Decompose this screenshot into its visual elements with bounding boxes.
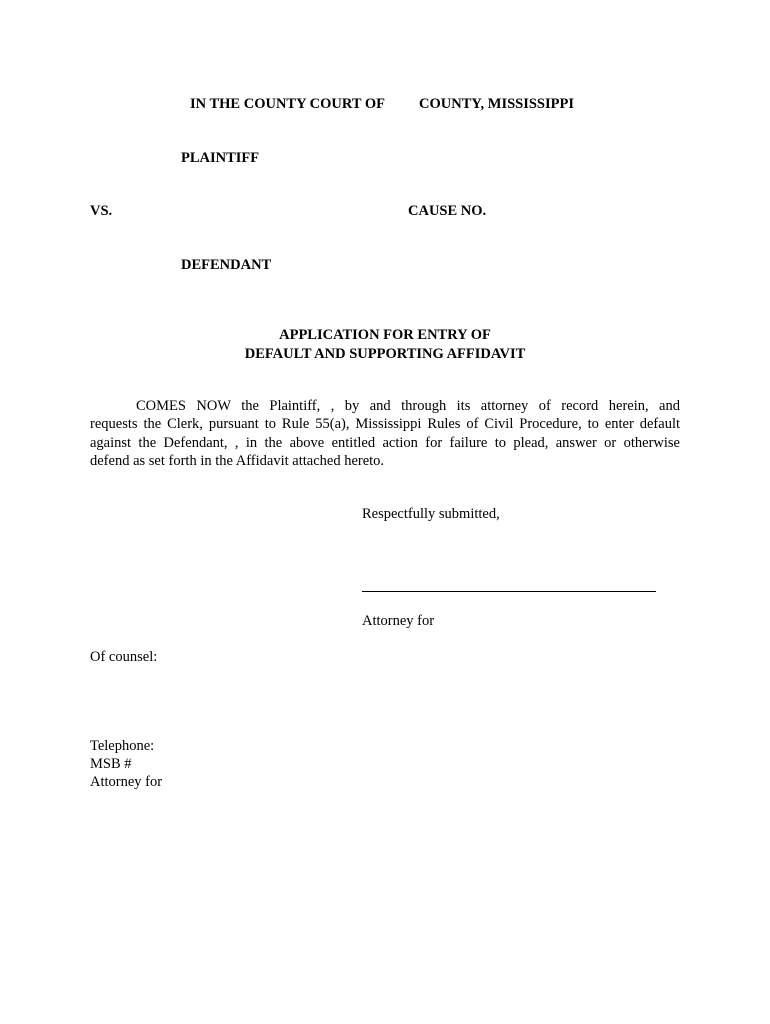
body-line-3: against the Defendant, , in the above entitled action for failure to plead, answer or otherwise [90,434,680,451]
signature-line [362,591,656,592]
plaintiff-label: PLAINTIFF [181,150,260,166]
body-line-1: COMES NOW the Plaintiff, , by and through its attorney of record herein, and [136,398,680,414]
document-title-line-2: DEFAULT AND SUPPORTING AFFIDAVIT [244,346,526,362]
msb-label: MSB # [90,756,132,772]
document-title-line-1: APPLICATION FOR ENTRY OF [279,327,491,343]
vs-label: VS. [90,203,113,219]
telephone-label: Telephone: [90,738,155,754]
body-line-4: defend as set forth in the Affidavit attached hereto. [90,453,385,470]
closing-text: Respectfully submitted, [362,506,500,522]
defendant-label: DEFENDANT [181,257,272,273]
cause-number-label: CAUSE NO. [408,203,487,219]
counsel-attorney-for: Attorney for [90,774,163,790]
body-line-2: requests the Clerk, pursuant to Rule 55(a), Mississippi Rules of Civil Procedure, to enter default [90,416,680,433]
court-heading-prefix: IN THE COUNTY COURT OF [190,96,385,112]
body-paragraph [90,397,680,471]
signature-attorney-for: Attorney for [362,613,435,629]
court-heading-suffix: COUNTY, MISSISSIPPI [419,96,574,112]
of-counsel-label: Of counsel: [90,649,158,665]
